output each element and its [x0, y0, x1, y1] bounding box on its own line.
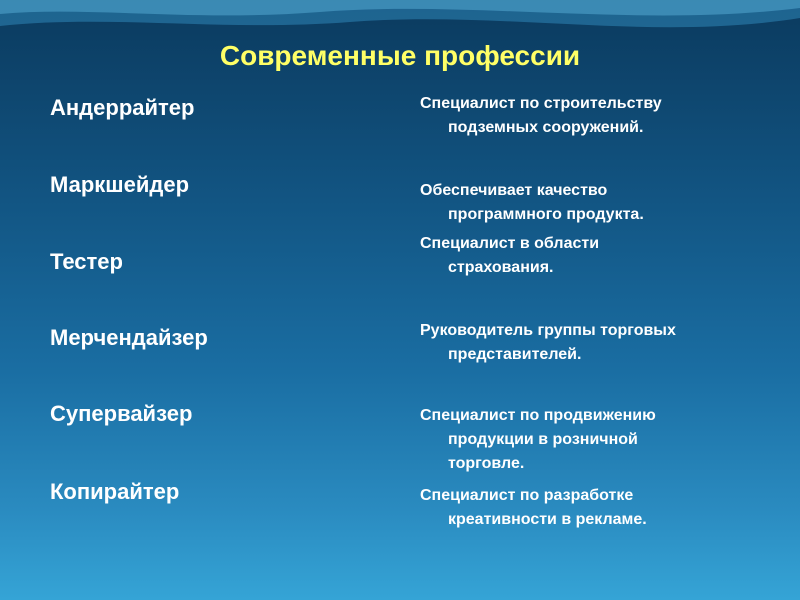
- description-line: Специалист по разработке: [420, 487, 634, 504]
- term-mine-surveyor: Маркшейдер: [50, 172, 190, 197]
- description-3: [420, 232, 760, 280]
- description-2: [420, 179, 760, 227]
- description-line: креативности в рекламе.: [448, 511, 647, 528]
- description-4: [420, 319, 760, 367]
- description-line: Специалист по продвижению: [420, 407, 656, 424]
- description-1: [420, 92, 760, 140]
- term-supervisor: Супервайзер: [50, 401, 193, 426]
- description-line: Специалист по строительству: [420, 95, 662, 112]
- description-5: [420, 404, 760, 476]
- description-line: программного продукта.: [448, 206, 644, 223]
- description-line: представителей.: [448, 346, 582, 363]
- description-line: страхования.: [448, 259, 554, 276]
- slide-title: Современные профессии: [219, 40, 581, 71]
- term-tester: Тестер: [50, 249, 123, 274]
- term-underwriter: Андеррайтер: [50, 95, 195, 120]
- description-line: торговле.: [448, 455, 525, 472]
- description-line: Руководитель группы торговых: [420, 322, 676, 339]
- term-copywriter: Копирайтер: [50, 479, 180, 504]
- term-merchandiser: Мерчендайзер: [50, 325, 208, 350]
- description-line: подземных сооружений.: [448, 119, 644, 136]
- description-line: Специалист в области: [420, 235, 600, 252]
- description-6: [420, 484, 760, 532]
- description-line: Обеспечивает качество: [420, 182, 608, 199]
- description-line: продукции в розничной: [448, 431, 638, 448]
